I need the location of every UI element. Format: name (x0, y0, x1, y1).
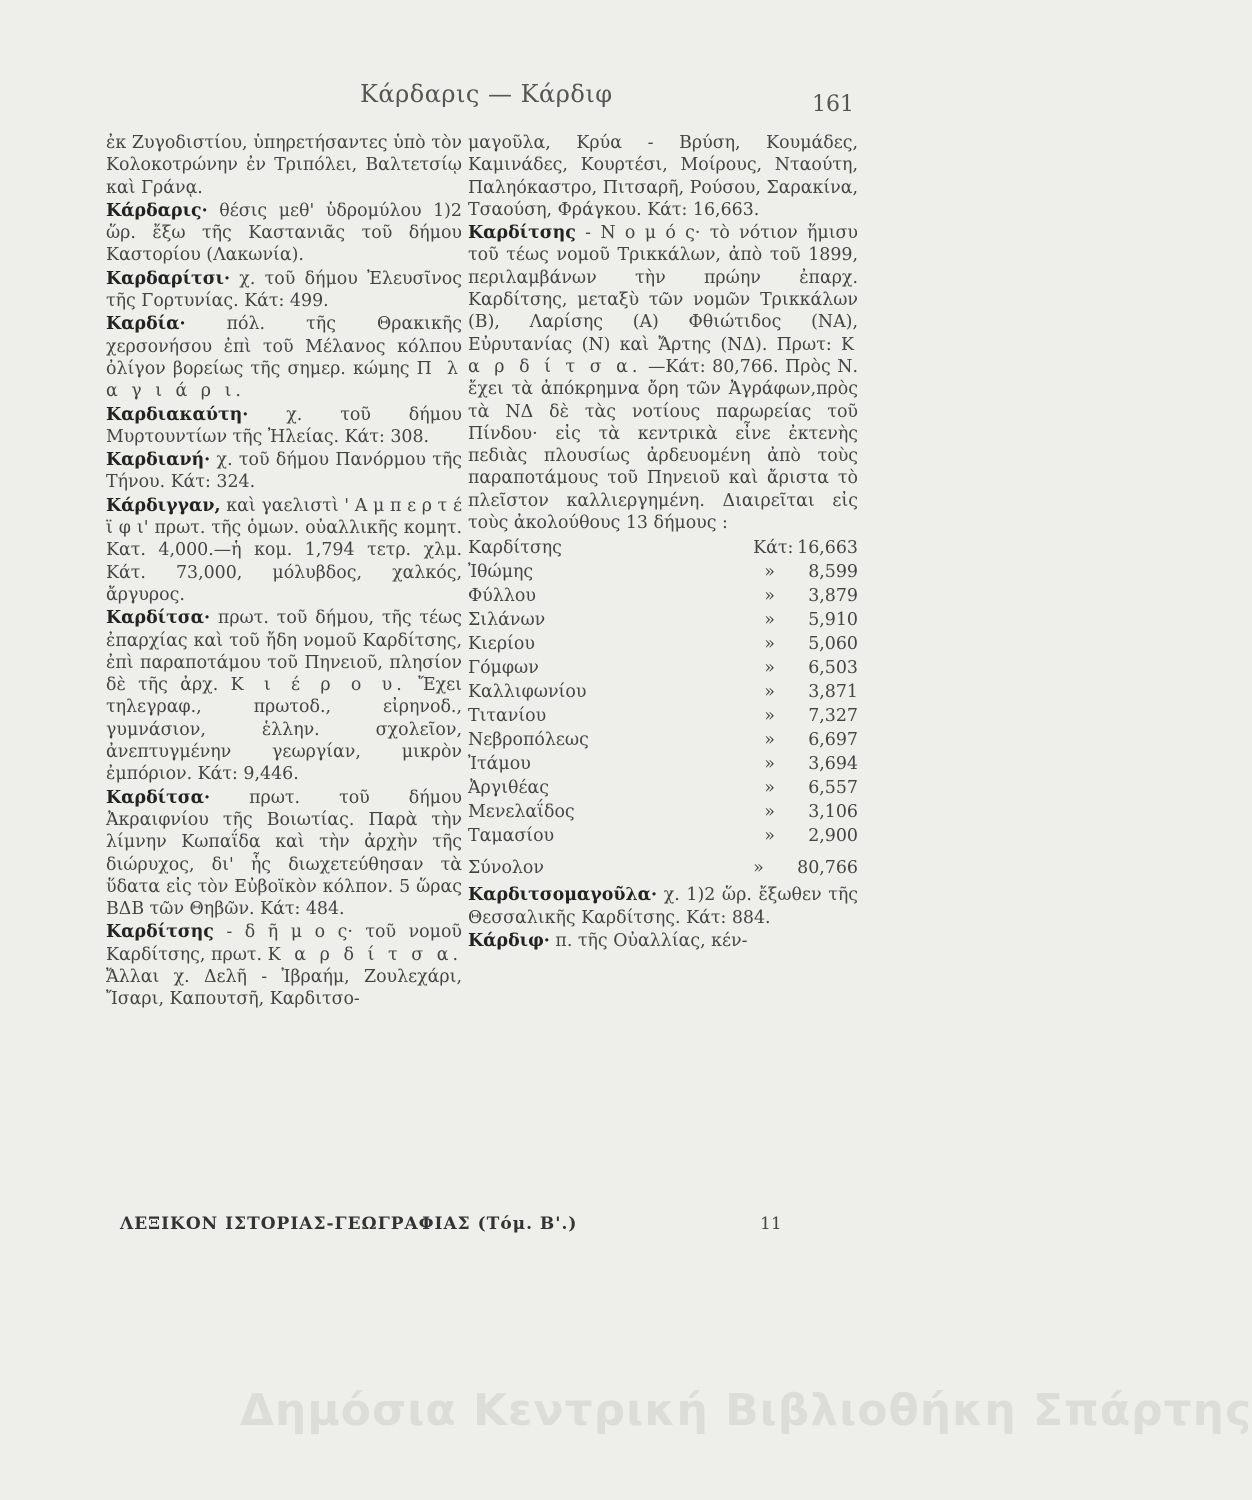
table-row: Τιτανίου » 7,327 (468, 706, 858, 727)
headword: Καρδίτσης (106, 922, 214, 943)
entry-kardiggan: Κάρδιγγαν, καὶ γαελιστὶ ' Α μ π ε ρ τ έ ϊ φ ι' πρωτ. τῆς ὁμων. οὐαλλικῆς κομητ. Κατ. 4,000.—ἡ κομ. 1,794 τετρ. χλμ. Κάτ. 73,000, μόλυβδος, χαλκός, ἄργυρος. (106, 495, 462, 605)
headword: Κάρδαρις· (106, 200, 208, 221)
table-row: Σιλάνων » 5,910 (468, 610, 858, 631)
entry-continuation: ἐκ Ζυγοδιστίου, ὑπηρετήσαντες ὑπὸ τὸν Κολοκοτρώνην ἐν Τριπόλει, Βαλτετσίῳ καὶ Γράνᾳ. (106, 133, 462, 198)
entry-kardia: Καρδία· πόλ. τῆς Θρακικῆς χερσονήσου ἐπὶ τοῦ Μέλανος κόλπου ὀλίγον βορείως τῆς σημερ. κώμης Π λ α γ ι ά ρ ι. (106, 314, 462, 402)
entry-karditsa-boeotia: Καρδίτσα· πρωτ. τοῦ δήμου Ἀκραιφνίου τῆς Βοιωτίας. Παρὰ τὴν λίμνην Κωπαΐδα καὶ τὴν ἀρχὴν τῆς διώρυχος, δι' ἧς διωχετεύθησαν τὰ ὕδατα εἰς τὸν Εὐβοϊκὸν κόλπον. 5 ὥρας ΒΔΒ τῶν Θηβῶν. Κάτ: 484. (106, 787, 462, 920)
headword: Καρδιανή· (106, 450, 211, 471)
footer-signature-title: ΛΕΞΙΚΟΝ ΙΣΤΟΡΙΑΣ-ΓΕΩΓΡΑΦΙΑΣ (Τόμ. Β'.) (120, 1214, 578, 1234)
table-row: Νεβροπόλεως » 6,697 (468, 730, 858, 751)
table-total-row: Σύνολον » 80,766 (468, 858, 858, 879)
entry-karditsis-demos: Καρδίτσης - δ ῆ μ ο ς· τοῦ νομοῦ Καρδίτσης, πρωτ. Κ α ρ δ ί τ σ α. Ἄλλαι χ. Δελῆ - Ἰβραήμ, Ζουλεχάρι, Ἴσαρι, Καπουτσῆ, Καρδιτσο- (106, 922, 462, 1010)
sheet-number: 11 (760, 1214, 782, 1234)
demoi-table (468, 536, 858, 880)
entry-karditsa-thessaly: Καρδίτσα· πρωτ. τοῦ δήμου, τῆς τέως ἐπαρχίας καὶ τοῦ ἤδη νομοῦ Καρδίτσης, ἐπὶ παραποτάμου τοῦ Πηνειοῦ, πλησίον δὲ τῆς ἀρχ. Κ ι έ ρ ο υ. Ἔχει τηλεγραφ., πρωτοδ., εἰρηνοδ., γυμνάσιον, ἑλλην. σχολεῖον, ἀνεπτυγμένην γεωργίαν, μικρὸν ἐμπόριον. Κάτ: 9,446. (106, 608, 462, 785)
table-row: Ἀργιθέας » 6,557 (468, 778, 858, 799)
entry-kardaritsi: Καρδαρίτσι· χ. τοῦ δήμου Ἐλευσῖνος τῆς Γορτυνίας. Κάτ: 499. (106, 268, 462, 312)
table-row: Καρδίτσης Κάτ: 16,663 (468, 538, 858, 559)
entry-karditsis-nomos: Καρδίτσης - Ν ο μ ό ς· τὸ νότιον ἥμισυ τοῦ τέως νομοῦ Τρικκάλων, ἀπὸ τοῦ 1899, περιλαμβάνων τὴν πρώην ἐπαρχ. Καρδίτσης, μεταξὺ τῶν νομῶν Τρικκάλων (Β), Λαρίσης (Α) Φθιώτιδος (ΝΑ), Εὐρυτανίας (Ν) καὶ Ἄρτης (ΝΔ). Πρωτ: Κ α ρ δ ί τ σ α. —Κάτ: 80,766. Πρὸς Ν. ἔχει τὰ ἀπόκρημνα ὄρη τῶν Ἀγράφων,πρὸς τὰ ΝΔ δὲ τὰς νοτίους παρωρείας τοῦ Πίνδου· εἰς τὰ κεντρικὰ εἶνε ἐκτενὴς πεδιὰς πλουσίως ἀρδευομένη ἀπὸ τοὺς παραποτάμους τοῦ Πηνειοῦ καὶ ἄριστα τὸ πλεῖστον καλλιεργημένη. Διαιρεῖται εἰς τοὺς ἀκολούθους 13 δήμους : (468, 223, 858, 534)
left-column (106, 132, 462, 1011)
entry-kardiani: Καρδιανή· χ. τοῦ δήμου Πανόρμου τῆς Τήνου. Κάτ: 324. (106, 450, 462, 493)
headword: Κάρδιφ· (468, 930, 550, 951)
table-row: Ἰθώμης » 8,599 (468, 562, 858, 583)
headword: Καρδία· (106, 314, 186, 335)
table-row: Ταμασίου » 2,900 (468, 826, 858, 847)
table-row: Καλλιφωνίου » 3,871 (468, 682, 858, 703)
entry-kardaris: Κάρδαρις· θέσις μεθ' ὑδρομύλου 1)2 ὥρ. ἔξω τῆς Καστανιᾶς τοῦ δήμου Καστορίου (Λακωνία). (106, 200, 462, 266)
entry-kardiakaftis: Καρδιακαύτη· χ. τοῦ δήμου Μυρτουντίων τῆς Ἠλείας. Κάτ: 308. (106, 404, 462, 447)
right-column (468, 132, 858, 952)
running-head: Κάρδαρις — Κάρδιφ (360, 80, 613, 108)
table-row: Ἰτάμου » 3,694 (468, 754, 858, 775)
table-row: Κιερίου » 5,060 (468, 634, 858, 655)
headword: Καρδιακαύτη· (106, 404, 249, 425)
page-number: 161 (812, 92, 854, 117)
table-row: Μενελαΐδος » 3,106 (468, 802, 858, 823)
entry-continuation-right: μαγοῦλα, Κρύα - Βρύση, Κουμάδες, Καμινάδες, Κουρτέσι, Μοίρους, Νταούτη, Παληόκαστρο, Πιτσαρῆ, Ρούσου, Σαρακίνα, Τσαούση, Φράγκου. Κάτ: 16,663. (468, 133, 858, 220)
headword: Καρδαρίτσι· (106, 268, 231, 289)
entry-kardif: Κάρδιφ· π. τῆς Οὐαλλίας, κέν- (468, 930, 748, 951)
library-watermark: Δημόσια Κεντρική Βιβλιοθήκη Σπάρτης (240, 1385, 1252, 1436)
headword: Καρδίτσης (468, 223, 576, 244)
headword: Καρδιτσομαγοῦλα· (468, 885, 658, 906)
headword: Καρδίτσα· (106, 608, 211, 629)
table-row: Φύλλου » 3,879 (468, 586, 858, 607)
headword: Κάρδιγγαν, (106, 495, 221, 516)
headword: Καρδίτσα· (106, 787, 211, 808)
entry-karditsomagoula: Καρδιτσομαγοῦλα· χ. 1)2 ὥρ. ἔξωθεν τῆς Θεσσαλικῆς Καρδίτσης. Κάτ: 884. (468, 885, 858, 928)
table-row: Γόμφων » 6,503 (468, 658, 858, 679)
